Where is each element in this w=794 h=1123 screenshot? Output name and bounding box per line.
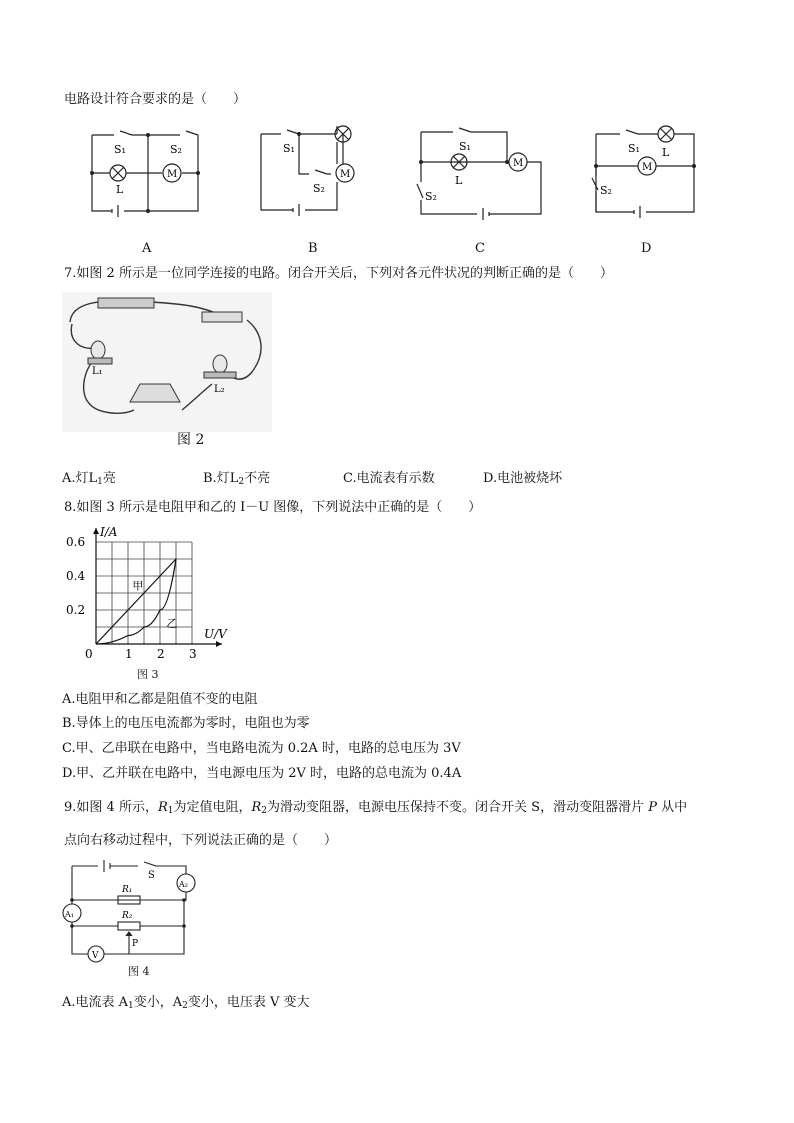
x-tick-label: 3 [189,647,197,661]
svg-text:R₂: R₂ [122,911,133,921]
x-axis-arrow [216,641,222,647]
series-label: 甲 [132,579,144,593]
svg-text:S₂: S₂ [425,190,437,203]
svg-text:P: P [132,939,139,949]
y-axis-arrow [93,528,99,534]
figure-4-circuit [60,856,200,966]
q7-option-a[interactable]: A.灯$L_1$亮 [62,471,116,487]
circuit-b [255,122,375,220]
svg-text:A₂: A₂ [179,880,188,889]
circuit-d [590,122,705,222]
svg-text:L: L [116,183,124,196]
svg-text:S₂: S₂ [600,184,612,197]
q8-option-c[interactable]: C.甲、乙串联在电路中，当电路电流为 0.2A 时，电路的总电压为 3V [62,741,461,756]
q8-stem: 8.如图 3 所示是电阻甲和乙的 I－U 图像，下列说法中正确的是（ ） [64,500,482,515]
fig2-label-l1: L₁ [92,366,103,377]
svg-text:R₁: R₁ [122,885,133,895]
q7-stem: 7.如图 2 所示是一位同学连接的电路。闭合开关后，下列对各元件状况的判断正确的是（ ） [64,266,613,281]
circuit-a [80,125,210,220]
svg-text:S₁: S₁ [459,140,471,153]
y-tick-label: 0.6 [66,535,86,549]
q6-option-b[interactable]: B [308,241,318,256]
iu-chart [62,518,242,668]
svg-text:M: M [340,169,351,180]
svg-text:S₂: S₂ [313,182,325,195]
circuit-c [415,122,550,222]
svg-text:A₁: A₁ [65,910,74,919]
q9-stem-line2: 点向右移动过程中，下列说法正确的是（ ） [64,833,338,848]
x-tick-label: 0 [85,647,93,661]
q8-option-a[interactable]: A.电阻甲和乙都是阻值不变的电阻 [62,692,258,707]
svg-text:S₁: S₁ [628,142,640,155]
svg-text:M: M [642,162,653,173]
x-tick-label: 1 [125,647,133,661]
q9-stem-line1: 9.如图 4 所示，$R_1$为定值电阻，$R_2$为滑动变阻器，电源电压保持不变。闭合开关 S，滑动变阻器滑片 P 从中 [64,800,688,816]
svg-text:M: M [167,169,178,180]
x-axis-label: U/V [204,627,227,641]
series-line-jia [96,559,176,644]
figure-2-photo [62,292,272,432]
svg-text:S: S [148,870,155,881]
figure-3-caption: 图 3 [137,668,159,681]
svg-text:S₁: S₁ [283,142,295,155]
y-tick-label: 0.2 [66,603,86,617]
q9-option-a[interactable]: A.电流表 $A_1$变小，$A_2$变小，电压表 V 变大 [62,995,310,1011]
q7-option-d[interactable]: D.电池被烧坏 [483,471,563,486]
figure-4-caption: 图 4 [128,965,150,978]
q6-stem: 电路设计符合要求的是（ ） [64,92,247,107]
svg-text:S₁: S₁ [114,143,126,156]
q6-option-a[interactable]: A [142,241,152,256]
q7-option-c[interactable]: C.电流表有示数 [343,471,435,486]
y-tick-label: 0.4 [66,569,86,583]
svg-text:V: V [92,951,99,961]
fig2-label-l2: L₂ [214,384,225,395]
svg-text:M: M [513,158,524,169]
series-label: 乙 [166,617,178,630]
svg-text:S₂: S₂ [170,143,182,156]
q6-option-c[interactable]: C [475,241,485,256]
figure-2-caption: 图 2 [177,432,205,448]
svg-text:L: L [455,174,463,187]
q6-option-d[interactable]: D [641,241,652,256]
q8-option-d[interactable]: D.甲、乙并联在电路中，当电源电压为 2V 时，电路的总电流为 0.4A [62,766,462,781]
svg-text:L: L [662,146,670,159]
y-axis-label: I/A [100,525,118,539]
x-tick-label: 2 [157,647,165,661]
q8-option-b[interactable]: B.导体上的电压电流都为零时，电阻也为零 [62,716,310,731]
q7-option-b[interactable]: B.灯$L_2$不亮 [203,471,271,487]
